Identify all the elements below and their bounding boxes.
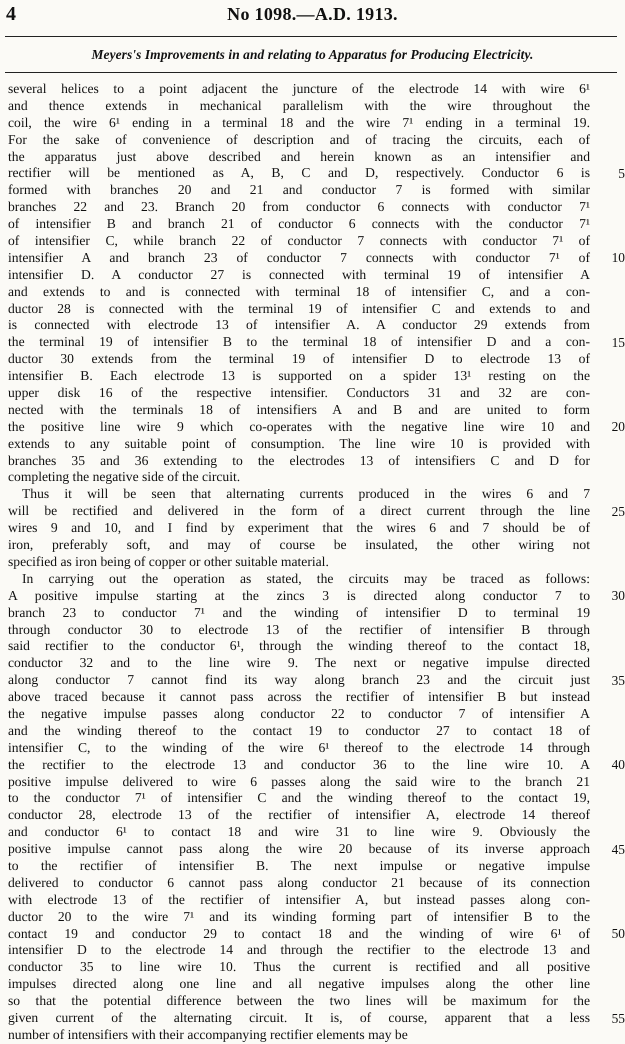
text-line: intensifier A and branch 23 of conductor 7 connects with conductor 7¹ of bbox=[8, 249, 590, 265]
text-line: Thus it will be seen that alternating currents produced in the wires 6 and 7 bbox=[22, 486, 590, 502]
text-line: branches 35 and 36 extending to the electrodes 13 of intensifiers C and D for bbox=[8, 452, 590, 468]
text-line: will be rectified and delivered in the form of a direct current through the line bbox=[8, 503, 590, 519]
text-line: nected with the terminals 18 of intensifiers A and B and are united to form bbox=[8, 401, 590, 417]
margin-line-number: 50 bbox=[611, 926, 625, 941]
text-line: branches 22 and 23. Branch 20 from conductor 6 connects with conductor 7¹ bbox=[8, 199, 590, 215]
text-line: A positive impulse starting at the zincs 3 is directed along conductor 7 to bbox=[8, 587, 590, 603]
header-rule-top bbox=[5, 36, 617, 37]
text-line: completing the negative side of the circuit. bbox=[8, 469, 241, 485]
margin-line-number: 25 bbox=[611, 503, 625, 519]
text-line: specified as iron being of copper or other suitable material. bbox=[8, 553, 329, 569]
text-line: impulses directed along one line and all negative impulses along the other line bbox=[8, 976, 590, 992]
text-line: the apparatus just above described and herein known as an intensifier and bbox=[8, 148, 590, 164]
text-line: with electrode 13 of the rectifier of intensifier A, but instead passes along con- bbox=[8, 891, 590, 907]
margin-line-number: 15 bbox=[611, 334, 625, 350]
text-line: positive impulse delivered to wire 6 passes along the said wire to the branch 21 bbox=[8, 773, 590, 789]
margin-line-number: 40 bbox=[611, 757, 625, 772]
text-line: the positive line wire 9 which co-operates with the negative line wire 10 and bbox=[8, 418, 590, 434]
text-line: and extends to and is connected with terminal 18 of intensifier C, and a con- bbox=[8, 283, 590, 299]
text-line: intensifier C, to the winding of the wire 6¹ thereof to the electrode 14 through bbox=[8, 739, 590, 755]
text-line: conductor 35 to line wire 10. Thus the current is rectified and all positive bbox=[8, 959, 590, 975]
text-line: formed with branches 20 and 21 and conductor 7 is formed with similar bbox=[8, 182, 590, 198]
margin-line-number: 55 bbox=[611, 1010, 625, 1026]
text-line: and conductor 6¹ to contact 18 and wire 31 to line wire 9. Obviously the bbox=[8, 824, 590, 840]
text-line: said rectifier to the conductor 6¹, through the winding thereof to the contact 18, bbox=[8, 638, 590, 654]
header-rule-bottom bbox=[5, 72, 617, 73]
text-line: coil, the wire 6¹ ending in a terminal 18 and the wire 7¹ ending in a terminal 19. bbox=[8, 114, 590, 130]
text-line: conductor 28, electrode 13 of the rectifier of intensifier A, electrode 14 thereof bbox=[8, 807, 590, 823]
text-line: rectifier will be mentioned as A, B, C and D, respectively. Conductor 6 is bbox=[8, 165, 590, 181]
text-line: to the rectifier of intensifier B. The next impulse or negative impulse bbox=[8, 857, 590, 873]
margin-line-number: 10 bbox=[611, 250, 625, 265]
text-line: For the sake of convenience of description and of tracing the circuits, each of bbox=[8, 131, 590, 147]
text-line: wires 9 and 10, and I find by experiment that the wires 6 and 7 should be of bbox=[8, 520, 590, 536]
text-line: branch 23 to conductor 7¹ and the winding of intensifier D to terminal 19 bbox=[8, 604, 590, 620]
page-title: No 1098.—A.D. 1913. bbox=[227, 4, 398, 24]
margin-line-number: 5 bbox=[618, 165, 625, 181]
body-text bbox=[8, 81, 590, 1044]
text-line: upper disk 16 of the respective intensifier. Conductors 31 and 32 are con- bbox=[8, 385, 590, 401]
margin-line-number: 30 bbox=[611, 588, 625, 603]
text-line: ductor 20 to the wire 7¹ and its winding forming part of intensifier B to the bbox=[8, 908, 590, 924]
text-line: given current of the alternating circuit. It is, of course, apparent that a less bbox=[8, 1009, 590, 1025]
text-line: the negative impulse passes along conductor 22 to conductor 7 of intensifier A bbox=[8, 705, 590, 721]
text-line: and the winding thereof to the contact 19 to conductor 27 to contact 18 of bbox=[8, 722, 590, 738]
text-line: number of intensifiers with their accompanying rectifier elements may be bbox=[8, 1026, 408, 1042]
running-subtitle: Meyers's Improvements in and relating to Apparatus for Producing Electricity. bbox=[91, 47, 534, 62]
text-line: along conductor 7 cannot find its way along branch 23 and the circuit just bbox=[8, 672, 590, 688]
text-line: several helices to a point adjacent the juncture of the electrode 14 with wire 6¹ bbox=[8, 81, 590, 96]
text-line: and thence extends in mechanical parallelism with the wire throughout the bbox=[8, 97, 590, 113]
text-line: is connected with electrode 13 of intensifier A. A conductor 29 extends from bbox=[8, 317, 590, 333]
margin-line-number: 35 bbox=[611, 672, 625, 688]
text-line: to the conductor 7¹ of intensifier C and the winding thereof to the contact 19, bbox=[8, 790, 590, 806]
text-line: of intensifier B and branch 21 of conductor 6 connects with the conductor 7¹ bbox=[8, 216, 590, 232]
text-line: through conductor 30 to electrode 13 of the rectifier of intensifier B through bbox=[8, 621, 590, 637]
text-line: intensifier D. A conductor 27 is connected with terminal 19 of intensifier A bbox=[8, 266, 590, 282]
text-line: contact 19 and conductor 29 to contact 18 and the winding of wire 6¹ of bbox=[8, 925, 590, 941]
text-line: ductor 28 is connected with the terminal 19 of intensifier C and extends to and bbox=[8, 300, 590, 316]
text-line: above traced because it cannot pass across the rectifier of intensifier B but instead bbox=[8, 689, 590, 705]
page-number: 4 bbox=[6, 3, 16, 25]
text-line: of intensifier C, while branch 22 of conductor 7 connects with conductor 7¹ of bbox=[8, 233, 590, 249]
text-line: In carrying out the operation as stated, the circuits may be traced as follows: bbox=[22, 570, 590, 586]
margin-line-number: 20 bbox=[611, 419, 625, 434]
text-line: intensifier D to the electrode 14 and through the rectifier to the electrode 13 and bbox=[8, 942, 590, 958]
text-line: the terminal 19 of intensifier B to the terminal 18 of intensifier D and a con- bbox=[8, 334, 590, 350]
text-line: ductor 30 extends from the terminal 19 of intensifier D to electrode 13 of bbox=[8, 351, 590, 367]
text-line: extends to any suitable point of consumption. The line wire 10 is provided with bbox=[8, 435, 590, 451]
text-line: intensifier B. Each electrode 13 is supported on a spider 13¹ resting on the bbox=[8, 368, 590, 384]
margin-line-number: 45 bbox=[611, 841, 625, 857]
text-line: so that the potential difference between the two lines will be maximum for the bbox=[8, 993, 590, 1009]
text-line: conductor 32 and to the line wire 9. The next or negative impulse directed bbox=[8, 655, 590, 671]
text-line: positive impulse cannot pass along the wire 20 because of its inverse approach bbox=[8, 841, 590, 857]
text-line: the rectifier to the electrode 13 and conductor 36 to the line wire 10. A bbox=[8, 756, 590, 772]
text-line: delivered to conductor 6 cannot pass along conductor 21 because of its connection bbox=[8, 874, 590, 890]
text-line: iron, preferably soft, and may of course be insulated, the other wiring not bbox=[8, 537, 590, 553]
